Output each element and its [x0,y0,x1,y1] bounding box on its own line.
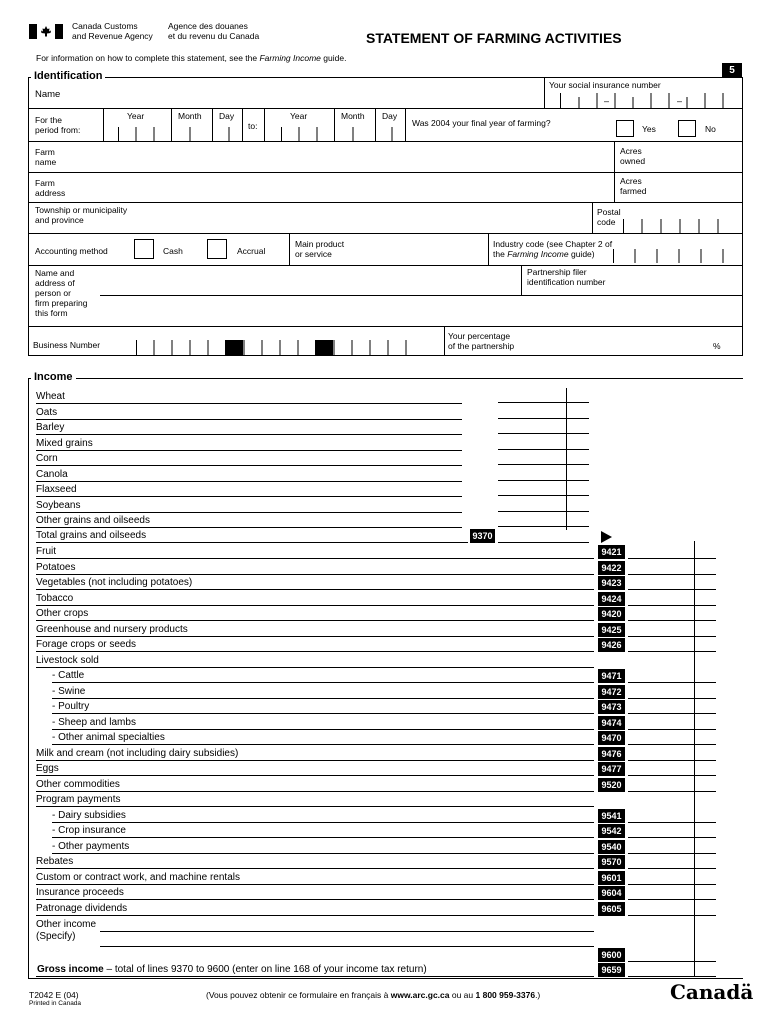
grain-amount-input[interactable] [498,484,589,496]
income-amount-input[interactable] [628,732,716,745]
identification-title: Identification [31,70,105,82]
code-9426: 9426 [598,638,625,652]
farm-address-input[interactable] [75,176,613,200]
income-amount-input[interactable] [628,639,716,652]
main-product-label [295,239,344,259]
income-amount-input[interactable] [628,608,716,621]
sin-label: Your social insurance number [549,80,661,90]
income-line-label: - Crop insurance [52,825,126,836]
income-amount-input[interactable] [628,825,716,838]
income-line-label: Tobacco [36,593,74,604]
to-month-label: Month [341,111,365,121]
french-site-link[interactable]: www.arc.gc.ca [390,990,450,1000]
acres-farmed-1: Acres [620,176,642,186]
income-amount-input[interactable] [628,562,716,575]
township-2: and province [35,215,84,225]
accrual-label: Accrual [237,246,266,256]
income-line-label: Program payments [36,794,121,805]
other-income-1: Other income [36,919,97,930]
income-line-label: Forage crops or seeds [36,639,137,650]
other-income-specify-input[interactable] [100,918,594,946]
income-line-label: - Dairy subsidies [52,810,126,821]
from-day-label: Day [219,111,235,121]
french-phone: 1 800 959-3376 [475,990,536,1000]
info-suffix: guide. [320,53,347,63]
partnership-filer-1: Partnership filer [527,267,587,277]
acres-owned-1: Acres [620,146,642,156]
other-income-label [36,919,96,943]
preparer-2: address of [35,278,75,288]
income-amount-input[interactable] [628,763,716,776]
farm-address-2: address [35,188,66,198]
other-income-2: (Specify) [36,931,76,942]
grain-label: Corn [36,453,58,464]
svg-text:–: – [677,96,683,106]
income-line-label: Greenhouse and nursery products [36,624,188,635]
french-suffix: .) [535,990,541,1000]
farm-address-label [35,178,65,198]
income-line-label: Custom or contract work, and machine rentals [36,872,240,883]
svg-text:–: – [604,96,610,106]
info-guide: Farming Income [259,53,321,63]
no-label: No [705,124,716,134]
income-amount-input[interactable] [628,546,716,559]
township-input[interactable] [140,205,588,231]
accrual-checkbox[interactable] [207,239,227,259]
partnership-filer-2: identification number [527,277,606,287]
grain-amount-input[interactable] [498,407,589,419]
income-line-label: - Poultry [52,701,90,712]
income-amount-input[interactable] [628,872,716,885]
income-line-label: Insurance proceeds [36,887,124,898]
code-9471: 9471 [598,669,625,683]
grain-amount-input[interactable] [498,391,589,403]
income-line-label: - Other animal specialties [52,732,165,743]
partnership-filer-label [527,267,605,287]
to-day-label: Day [382,111,398,121]
final-year-yes-checkbox[interactable] [616,120,634,137]
code-9422: 9422 [598,561,625,575]
period-label-1: For the [35,115,62,125]
form-id: T2042 E (04) [29,990,79,1000]
industry-1: Industry code (see Chapter 2 of [493,239,613,249]
name-label: Name [35,89,61,100]
farm-name-1: Farm [35,147,55,157]
income-line-label: Other commodities [36,779,120,790]
township-1: Township or municipality [35,205,128,215]
industry-code-label [493,239,612,259]
acres-farmed-label [620,176,646,196]
agency-en-line1: Canada Customs [72,21,138,31]
grain-amount-input[interactable] [498,422,589,434]
code-9424: 9424 [598,592,625,606]
agency-fr-line2: et du revenu du Canada [168,31,260,41]
income-title: Income [31,371,76,383]
income-amount-input[interactable] [628,577,716,590]
grain-amount-input[interactable] [498,438,589,450]
cash-label: Cash [163,246,183,256]
period-label-2: period from: [35,125,81,135]
income-line-label: Patronage dividends [36,903,128,914]
industry-2-suffix: guide) [568,249,595,259]
to-label: to: [248,121,258,131]
preparer-input[interactable] [100,268,518,294]
printed-in-canada: Printed in Canada [29,1000,82,1007]
industry-code-input[interactable] [613,246,741,263]
code-9473: 9473 [598,700,625,714]
gross-income-bold: Gross income [37,964,104,975]
income-line-label: - Other payments [52,841,130,852]
grain-amount-input[interactable] [498,515,589,527]
main-product-2: or service [295,249,332,259]
income-amount-input[interactable] [628,593,716,606]
grain-label: Soybeans [36,500,81,511]
income-amount-input[interactable] [628,841,716,854]
income-line-label: Eggs [36,763,59,774]
grain-label: Other grains and oilseeds [36,515,150,526]
code-9421: 9421 [598,545,625,559]
agency-fr-line1: Agence des douanes [168,21,248,31]
gross-income-rest: – total of lines 9370 to 9600 (enter on line 168 of your income tax return) [103,964,427,975]
main-product-1: Main product [295,239,345,249]
code-9477: 9477 [598,762,625,776]
code-9423: 9423 [598,576,625,590]
income-line-label: Livestock sold [36,655,99,666]
industry-2-prefix: the [493,249,508,259]
code-9425: 9425 [598,623,625,637]
postal-code-label [597,207,621,227]
total-grains-input[interactable] [498,530,589,542]
grain-label: Barley [36,422,65,433]
farm-address-1: Farm [35,178,55,188]
income-amount-input[interactable] [628,903,716,916]
acres-farmed-2: farmed [620,186,647,196]
income-line-label: Rebates [36,856,74,867]
page-number-badge: 5 [722,63,742,78]
french-prefix: (Vous pouvez obtenir ce formulaire en français à [206,990,391,1000]
french-availability-note [206,990,540,1000]
income-amount-input[interactable] [628,887,716,900]
farm-name-2: name [35,157,57,167]
yes-label: Yes [642,124,656,134]
income-amount-input[interactable] [628,779,716,792]
accounting-method-label: Accounting method [35,246,108,256]
grain-amount-input[interactable] [498,469,589,481]
period-from-input[interactable] [118,124,242,141]
income-line-label: - Sheep and lambs [52,717,136,728]
postal-2: code [597,217,616,227]
income-line-label: Milk and cream (not including dairy subsidies) [36,748,239,759]
grain-label: Canola [36,469,68,480]
agency-en-line2: and Revenue Agency [72,31,153,41]
code-9520: 9520 [598,778,625,792]
to-year-label: Year [290,111,308,121]
preparer-3: person or [35,288,71,298]
info-prefix: For information on how to complete this statement, see the [36,53,260,63]
main-product-input[interactable] [350,237,485,263]
french-mid: ou au [449,990,476,1000]
final-year-question: Was 2004 your final year of farming? [412,118,551,128]
period-label [35,115,80,135]
income-line-label: Vegetables (not including potatoes) [36,577,193,588]
acres-owned-label [620,146,645,166]
code-9476: 9476 [598,747,625,761]
code-9472: 9472 [598,685,625,699]
code-9370: 9370 [470,529,495,543]
code-9659: 9659 [598,963,625,977]
form-title: STATEMENT OF FARMING ACTIVITIES [366,30,622,46]
agency-name-en [72,21,153,41]
other-income-amount-input[interactable] [628,948,716,961]
grain-label: Oats [36,407,58,418]
agency-name-fr [168,21,259,41]
code-9470: 9470 [598,731,625,745]
gross-income-input[interactable] [628,963,716,976]
preparer-label [35,268,87,318]
canada-wordmark: Canadä [670,980,754,1004]
code-9605: 9605 [598,902,625,916]
cash-checkbox[interactable] [134,239,154,259]
percentage-1: Your percentage [448,331,511,341]
income-line-label: Fruit [36,546,56,557]
farm-name-input[interactable] [75,146,613,170]
income-amount-input[interactable] [628,670,716,683]
code-9601: 9601 [598,871,625,885]
township-label [35,205,127,225]
income-amount-input[interactable] [628,748,716,761]
arrow-right-icon [601,530,613,548]
postal-1: Postal [597,207,621,217]
preparer-4: firm preparing [35,298,88,308]
income-amount-input[interactable] [628,717,716,730]
income-line-label: Other crops [36,608,89,619]
farm-name-label [35,147,56,167]
code-9474: 9474 [598,716,625,730]
income-line-label: - Swine [52,686,86,697]
total-grains-label: Total grains and oilseeds [36,530,147,541]
income-line-label: - Cattle [52,670,85,681]
grain-label: Wheat [36,391,65,402]
percentage-2: of the partnership [448,341,515,351]
business-number-input[interactable] [136,338,436,356]
info-line [36,53,346,63]
income-amount-input[interactable] [628,701,716,714]
code-9541: 9541 [598,809,625,823]
code-9570: 9570 [598,855,625,869]
postal-code-input[interactable] [623,216,741,233]
percent-sign: % [713,341,721,351]
business-number-label: Business Number [33,340,101,350]
acres-owned-2: owned [620,156,646,166]
from-month-label: Month [178,111,202,121]
income-line-label: Potatoes [36,562,76,573]
income-amount-input[interactable] [628,856,716,869]
period-to-input[interactable] [281,124,405,141]
grain-amount-input[interactable] [498,453,589,465]
income-amount-input[interactable] [628,624,716,637]
preparer-5: this form [35,308,68,318]
canada-flag-icon [29,24,63,39]
gross-income-label [37,964,427,976]
grain-label: Mixed grains [36,438,93,449]
preparer-1: Name and [35,268,75,278]
income-amount-input[interactable] [628,810,716,823]
percentage-input[interactable] [530,330,710,352]
sin-input[interactable] [560,92,728,108]
grain-amount-input[interactable] [498,500,589,512]
industry-2-guide: Farming Income [507,249,569,259]
code-9420: 9420 [598,607,625,621]
grain-label: Flaxseed [36,484,77,495]
from-year-label: Year [127,111,145,121]
income-amount-input[interactable] [628,686,716,699]
code-9540: 9540 [598,840,625,854]
code-9542: 9542 [598,824,625,838]
code-9600: 9600 [598,948,625,962]
final-year-no-checkbox[interactable] [678,120,696,137]
percentage-label [448,331,514,351]
code-9604: 9604 [598,886,625,900]
